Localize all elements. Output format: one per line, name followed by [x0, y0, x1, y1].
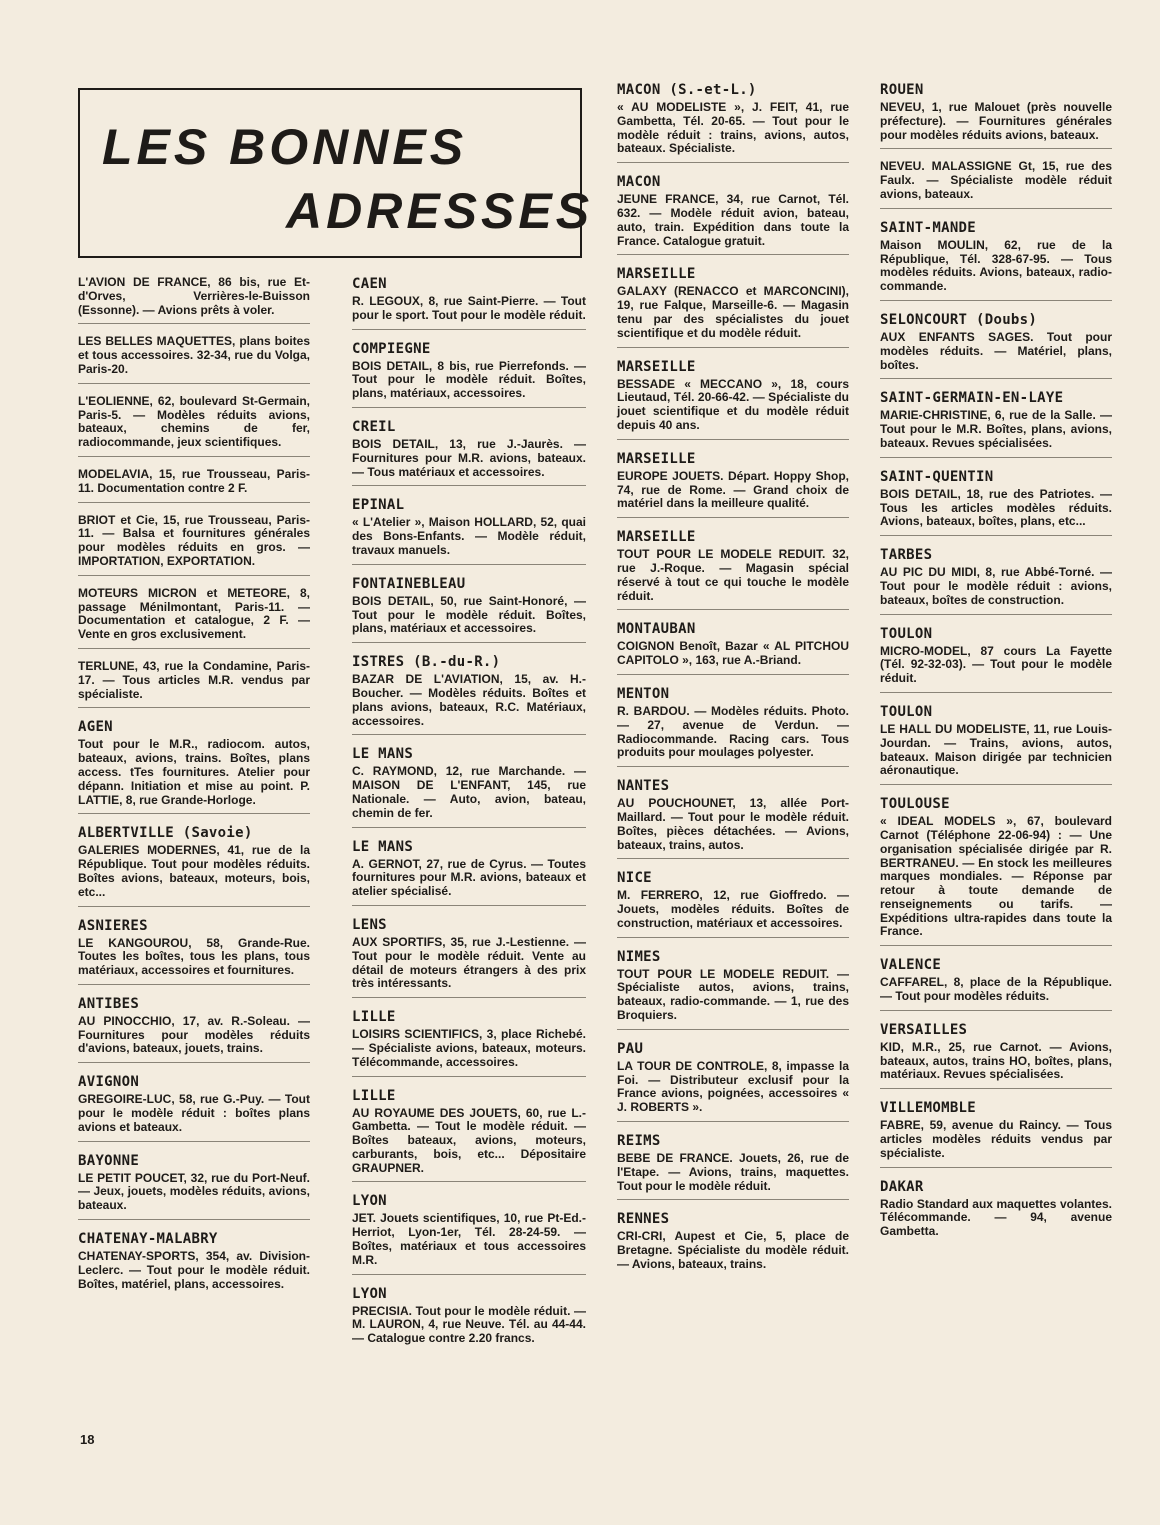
- entry-text: NEVEU, 1, rue Malouet (près nouvelle préfecture). — Fournitures générales pour modèles réduits avions, bateaux.: [880, 100, 1112, 142]
- entry-text: BESSADE « MECCANO », 18, cours Lieutaud, Tél. 20-66-42. — Spécialiste du jouet scientifique et du modèle réduit depuis 40 ans.: [617, 376, 849, 432]
- city-heading: ANTIBES: [78, 995, 140, 1012]
- entry-text: C. RAYMOND, 12, rue Marchande. — MAISON DE L'ENFANT, 145, rue Nationale. — Auto, avion, bateau, chemin de fer.: [352, 764, 586, 820]
- entry-text: LOISIRS SCIENTIFICS, 3, place Richebé. — Spécialiste avions, bateaux, moteurs. Télécommande, accessoires.: [352, 1027, 586, 1069]
- address-entry: [617, 778, 849, 859]
- address-entry: [78, 276, 310, 324]
- city-heading: LE MANS: [352, 838, 414, 855]
- address-entry: [352, 839, 586, 906]
- entry-text: TOUT POUR LE MODELE REDUIT. 32, rue J.-Roque. — Magasin spécial réservé à tout ce qui touche le modèle réduit.: [617, 547, 849, 603]
- city-heading: SELONCOURT (Doubs): [880, 311, 1038, 328]
- city-heading: NIMES: [617, 948, 661, 965]
- entry-text: JET. Jouets scientifiques, 10, rue Pt-Ed.-Herriot, Lyon-1er, Tél. 28-24-59. — Boîtes, matériaux et tous accessoires M.R.: [352, 1211, 586, 1267]
- city-heading: SAINT-MANDE: [880, 219, 977, 236]
- city-heading: REIMS: [617, 1133, 661, 1150]
- entry-text: AUX ENFANTS SAGES. Tout pour modèles réduits. — Matériel, plans, boîtes.: [880, 329, 1112, 372]
- address-entry: [78, 468, 310, 503]
- entry-text: LE PETIT POUCET, 32, rue du Port-Neuf. — Jeux, jouets, modèles réduits, avions, bateaux.: [78, 1170, 310, 1213]
- entry-text: MARIE-CHRISTINE, 6, rue de la Salle. — Tout pour le M.R. Boîtes, plans, avions, bateaux. Revues spécialisées.: [880, 408, 1112, 450]
- entry-text: L'AVION DE FRANCE, 86 bis, rue Et-d'Orves, Verrières-le-Buisson (Essonne). — Avions prêts à voler.: [78, 275, 310, 317]
- address-entry: [617, 686, 849, 767]
- entry-text: TOUT POUR LE MODELE REDUIT. — Spécialiste autos, avions, trains, bateaux, radio-commande. — 1, rue des Broquiers.: [617, 966, 849, 1023]
- address-entry: [880, 1179, 1112, 1245]
- entry-text: Radio Standard aux maquettes volantes. Télécommande. — 94, avenue Gambetta.: [880, 1196, 1112, 1239]
- city-heading: ALBERTVILLE (Savoie): [78, 825, 253, 842]
- address-entry: [880, 1022, 1112, 1089]
- city-heading: NANTES: [617, 778, 670, 795]
- city-heading: VALENCE: [880, 957, 942, 974]
- entry-text: TERLUNE, 43, rue la Condamine, Paris-17. — Tous articles M.R. vendus par spécialiste.: [78, 658, 310, 701]
- city-heading: MONTAUBAN: [617, 621, 696, 638]
- city-heading: LILLE: [352, 1009, 396, 1026]
- address-entry: [352, 1286, 586, 1352]
- city-heading: ISTRES (B.-du-R.): [352, 654, 501, 671]
- address-entry: [78, 719, 310, 814]
- entry-text: « IDEAL MODELS », 67, boulevard Carnot (Téléphone 22-06-94) : — Une organisation spécialisée dirigée par R. BERTRANEU. — En stock les meilleures marques mondiales. — Réponse par retour à toute demande de renseignements ou tarifs. — Expéditions ultra-rapides dans toute la France.: [880, 814, 1112, 939]
- entry-text: CHATENAY-SPORTS, 354, av. Division-Leclerc. — Tout pour le modèle réduit. Boîtes, matériel, plans, accessoires.: [78, 1249, 310, 1291]
- address-entry: [880, 82, 1112, 149]
- city-heading: MARSEILLE: [617, 450, 696, 467]
- city-heading: TOULON: [880, 625, 933, 642]
- address-entry: [78, 587, 310, 649]
- entry-text: GALERIES MODERNES, 41, rue de la République. Tout pour modèles réduits. Boîtes avions, bateaux, moteurs, bois, etc...: [78, 843, 310, 899]
- city-heading: CAEN: [352, 276, 387, 292]
- address-entry: [617, 359, 849, 440]
- address-entry: [352, 746, 586, 827]
- entry-text: AU POUCHOUNET, 13, allée Port-Maillard. — Tout pour le modèle réduit. Boîtes, pièces détachées. — Avions, bateaux, trains, autos.: [617, 796, 849, 852]
- entry-text: AU PIC DU MIDI, 8, rue Abbé-Torné. — Tout pour le modèle réduit : avions, bateaux, boîtes de construction.: [880, 565, 1112, 607]
- city-heading: VILLEMOMBLE: [880, 1100, 977, 1117]
- city-heading: TARBES: [880, 547, 933, 564]
- column-4: [880, 82, 1112, 1256]
- address-entry: [352, 1193, 586, 1274]
- entry-text: GREGOIRE-LUC, 58, rue G.-Puy. — Tout pour le modèle réduit : boîtes plans avions et bateaux.: [78, 1092, 310, 1134]
- address-entry: [880, 312, 1112, 379]
- address-entry: [617, 870, 849, 937]
- entry-text: COIGNON Benoît, Bazar « AL PITCHOU CAPITOLO », 163, rue A.-Briand.: [617, 639, 849, 668]
- address-entry: [880, 547, 1112, 614]
- city-heading: LILLE: [352, 1087, 396, 1104]
- city-heading: EPINAL: [352, 497, 405, 514]
- title-box: [78, 88, 594, 258]
- entry-text: M. FERRERO, 12, rue Gioffredo. — Jouets, modèles réduits. Boîtes de construction, matériaux et accessoires.: [617, 888, 849, 930]
- address-entry: [880, 220, 1112, 301]
- address-entry: [880, 469, 1112, 536]
- address-entry: [78, 1153, 310, 1220]
- city-heading: TOULON: [880, 703, 933, 720]
- entry-text: Tout pour le M.R., radiocom. autos, bateaux, avions, trains. Boîtes, plans access. tTes fournitures. Atelier pour dépann. Initiation et mise au point. P. LATTIE, 8, rue Grande-Horloge.: [78, 737, 310, 807]
- entry-text: R. BARDOU. — Modèles réduits. Photo. — 27, avenue de Verdun. — Radiocommande. Racing cars. Tous produits pour moulages polyester.: [617, 703, 849, 760]
- address-entry: [352, 1088, 586, 1183]
- entry-text: LA TOUR DE CONTROLE, 8, impasse la Foi. — Distributeur exclusif pour la France avions, poignées, accessoires « J. ROBERTS ».: [617, 1058, 849, 1115]
- address-entry: [880, 626, 1112, 693]
- address-entry: [78, 825, 310, 906]
- address-entry: [78, 918, 310, 985]
- entry-text: BOIS DETAIL, 18, rue des Patriotes. — Tous les articles modèles réduits. Avions, bateaux, boîtes, plans, etc...: [880, 486, 1112, 529]
- entry-text: PRECISIA. Tout pour le modèle réduit. — M. LAURON, 4, rue Neuve. Tél. au 44-44. — Catalogue contre 2.20 francs.: [352, 1303, 586, 1346]
- entry-text: « L'Atelier », Maison HOLLARD, 52, quai des Bons-Enfants. — Modèle réduit, travaux manuels.: [352, 515, 586, 557]
- entry-text: AU PINOCCHIO, 17, av. R.-Soleau. — Fournitures pour modèles réduits d'avions, bateaux, jouets, trains.: [78, 1013, 310, 1056]
- address-entry: [78, 1231, 310, 1297]
- city-heading: MARSEILLE: [617, 529, 696, 546]
- address-entry: [352, 917, 586, 998]
- address-entry: [352, 341, 586, 408]
- entry-text: LES BELLES MAQUETTES, plans boites et tous accessoires. 32-34, rue du Volga, Paris-20.: [78, 334, 310, 376]
- entry-text: « AU MODELISTE », J. FEIT, 41, rue Gambetta, Tél. 20-65. — Tout pour le modèle réduit : trains, avions, autos, bateaux. Spécialiste.: [617, 100, 849, 156]
- address-entry: [78, 514, 310, 576]
- entry-text: BAZAR DE L'AVIATION, 15, av. H.-Boucher. — Modèles réduits. Boîtes et plans avions, bateaux, R.C. Matériaux, accessoires.: [352, 672, 586, 728]
- city-heading: FONTAINEBLEAU: [352, 575, 466, 592]
- entry-text: LE KANGOUROU, 58, Grande-Rue. Toutes les boîtes, tous les plans, tous matériaux, accessoires et fournitures.: [78, 935, 310, 978]
- address-entry: [617, 1211, 849, 1277]
- entry-text: MOTEURS MICRON et METEORE, 8, passage Ménilmontant, Paris-11. — Documentation et catalogue, 2 F. — Vente en gros exclusivement.: [78, 585, 310, 642]
- address-entry: [617, 949, 849, 1030]
- address-entry: [617, 174, 849, 255]
- address-entry: [880, 1100, 1112, 1167]
- address-entry: [617, 621, 849, 675]
- city-heading: VERSAILLES: [880, 1021, 968, 1038]
- city-heading: TOULOUSE: [880, 796, 950, 813]
- city-heading: LYON: [352, 1193, 387, 1210]
- entry-text: R. LEGOUX, 8, rue Saint-Pierre. — Tout pour le sport. Tout pour le modèle réduit.: [352, 294, 586, 322]
- entry-text: BOIS DETAIL, 50, rue Saint-Honoré, — Tout pour le modèle réduit. Boîtes, plans, matériaux et accessoires.: [352, 593, 586, 636]
- city-heading: CREIL: [352, 418, 396, 435]
- address-entry: [880, 160, 1112, 208]
- city-heading: SAINT-QUENTIN: [880, 468, 994, 485]
- address-entry: [352, 419, 586, 486]
- city-heading: LENS: [352, 916, 387, 933]
- city-heading: SAINT-GERMAIN-EN-LAYE: [880, 390, 1064, 407]
- address-entry: [352, 276, 586, 330]
- address-entry: [617, 266, 849, 347]
- city-heading: MACON (S.-et-L.): [617, 82, 757, 98]
- city-heading: AVIGNON: [78, 1074, 140, 1091]
- column-2: [352, 276, 586, 1363]
- city-heading: LYON: [352, 1285, 387, 1302]
- city-heading: ROUEN: [880, 82, 924, 98]
- entry-text: BOIS DETAIL, 8 bis, rue Pierrefonds. — Tout pour le modèle réduit. Boîtes, plans, matériaux, accessoires.: [352, 358, 586, 401]
- address-entry: [352, 1009, 586, 1076]
- city-heading: LE MANS: [352, 746, 414, 763]
- entry-text: AUX SPORTIFS, 35, rue J.-Lestienne. — Tout pour le modèle réduit. Vente au détail de moteurs étrangers à des prix très intéressants.: [352, 934, 586, 991]
- address-entry: [352, 497, 586, 564]
- address-entry: [617, 82, 849, 163]
- column-3: [617, 82, 849, 1289]
- entry-text: BEBE DE FRANCE. Jouets, 26, rue de l'Etape. — Avions, trains, maquettes. Tout pour le modèle réduit.: [617, 1151, 849, 1193]
- city-heading: MARSEILLE: [617, 266, 696, 283]
- page-number: 18: [80, 1432, 95, 1447]
- city-heading: RENNES: [617, 1211, 670, 1228]
- city-heading: DAKAR: [880, 1178, 924, 1195]
- address-entry: [352, 654, 586, 735]
- address-entry: [78, 395, 310, 457]
- page-title-line2: ADRESSES: [286, 183, 594, 239]
- address-entry: [880, 796, 1112, 946]
- address-entry: [78, 660, 310, 708]
- entry-text: AU ROYAUME DES JOUETS, 60, rue L.-Gambetta. — Tout le modèle réduit. — Boîtes bateaux, avions, moteurs, carburants, bois, etc... Dépositaire GRAUPNER.: [352, 1105, 586, 1175]
- city-heading: PAU: [617, 1040, 644, 1057]
- city-heading: COMPIEGNE: [352, 340, 431, 357]
- entry-text: EUROPE JOUETS. Départ. Hoppy Shop, 74, rue de Rome. — Grand choix de matériel dans la meilleure qualité.: [617, 468, 849, 511]
- address-entry: [352, 576, 586, 643]
- address-entry: [880, 957, 1112, 1011]
- address-entry: [78, 1074, 310, 1141]
- address-entry: [617, 451, 849, 518]
- entry-text: LE HALL DU MODELISTE, 11, rue Louis-Jourdan. — Trains, avions, autos, bateaux. Maison dirigée par technicien aéronautique.: [880, 721, 1112, 778]
- address-entry: [617, 1133, 849, 1200]
- city-heading: MARSEILLE: [617, 358, 696, 375]
- city-heading: CHATENAY-MALABRY: [78, 1231, 218, 1248]
- entry-text: A. GERNOT, 27, rue de Cyrus. — Toutes fournitures pour M.R. avions, bateaux et atelier spécialisé.: [352, 856, 586, 899]
- column-1: [78, 276, 310, 1308]
- entry-text: BRIOT et Cie, 15, rue Trousseau, Paris-11. — Balsa et fournitures générales pour modèles réduits en gros. — IMPORTATION, EXPORTATION.: [78, 512, 310, 568]
- city-heading: ASNIERES: [78, 917, 148, 934]
- address-entry: [617, 529, 849, 610]
- page-title-line1: LES BONNES: [102, 119, 468, 175]
- entry-text: Maison MOULIN, 62, rue de la République, Tél. 328-67-95. — Tous modèles réduits. Avions, bateaux, radio-commande.: [880, 237, 1112, 294]
- entry-text: BOIS DETAIL, 13, rue J.-Jaurès. — Fournitures pour M.R. avions, bateaux. — Tous matériaux et accessoires.: [352, 436, 586, 479]
- address-entry: [880, 704, 1112, 785]
- address-entry: [880, 390, 1112, 457]
- entry-text: L'EOLIENNE, 62, boulevard St-Germain, Paris-5. — Modèles réduits avions, bateaux, chemins de fer, radiocommande, jeux scientifiques.: [78, 393, 310, 450]
- entry-text: NEVEU. MALASSIGNE Gt, 15, rue des Faulx. — Spécialiste modèle réduit avions, bateaux.: [880, 159, 1112, 201]
- entry-text: MODELAVIA, 15, rue Trousseau, Paris-11. Documentation contre 2 F.: [78, 466, 310, 495]
- entry-text: CAFFAREL, 8, place de la République. — Tout pour modèles réduits.: [880, 975, 1112, 1004]
- address-entry: [78, 335, 310, 383]
- address-entry: [617, 1041, 849, 1122]
- city-heading: MACON: [617, 174, 661, 191]
- address-entry: [78, 996, 310, 1063]
- city-heading: MENTON: [617, 685, 670, 702]
- entry-text: CRI-CRI, Aupest et Cie, 5, place de Bretagne. Spécialiste du modèle réduit. — Avions, bateaux, trains.: [617, 1229, 849, 1272]
- entry-text: JEUNE FRANCE, 34, rue Carnot, Tél. 632. — Modèle réduit avion, bateau, auto, train. Expédition dans toute la France. Catalogue gratuit.: [617, 192, 849, 248]
- entry-text: KID, M.R., 25, rue Carnot. — Avions, bateaux, autos, trains HO, boîtes, plans, matériaux. Revues spécialisées.: [880, 1039, 1112, 1082]
- entry-text: MICRO-MODEL, 87 cours La Fayette (Tél. 92-32-03). — Tout pour le modèle réduit.: [880, 643, 1112, 686]
- city-heading: AGEN: [78, 719, 113, 736]
- entry-text: GALAXY (RENACCO et MARCONCINI), 19, rue Falque, Marseille-6. — Magasin tenu par des spécialistes du jouet scientifique et du modèle réduit.: [617, 284, 849, 340]
- city-heading: NICE: [617, 870, 652, 887]
- entry-text: FABRE, 59, avenue du Raincy. — Tous articles modèles réduits vendus par spécialiste.: [880, 1118, 1112, 1160]
- city-heading: BAYONNE: [78, 1152, 140, 1169]
